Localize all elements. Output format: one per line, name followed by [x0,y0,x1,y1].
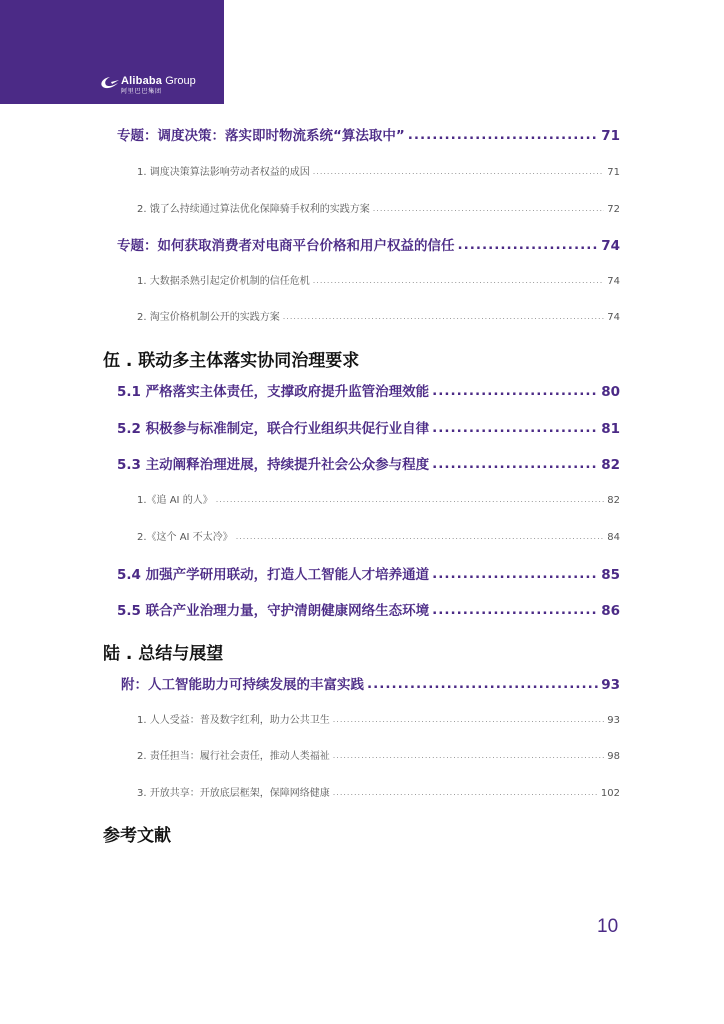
toc-entry-title: 5.1 严格落实主体责任，支撑政府提升监管治理效能 [117,384,430,400]
toc-entry-page: 93 [601,677,620,693]
toc-entry[interactable] [121,675,620,695]
leader-dots [432,454,598,474]
leader-dots [313,271,605,291]
toc-entry[interactable] [137,308,620,328]
toc-entry-page: 71 [601,128,620,144]
page-number: 10 [597,916,619,937]
toc-entry[interactable] [137,200,620,220]
brand-name: Alibaba Group [121,75,196,87]
toc-entry-page: 84 [607,532,620,543]
leader-dots [367,674,598,694]
toc-entry-title: 1. 调度决策算法影响劳动者权益的成因 [137,167,310,178]
toc-entry[interactable] [137,747,620,767]
leader-dots [408,125,598,145]
toc-entry-title: 5.2 积极参与标准制定，联合行业组织共促行业自律 [117,421,430,437]
leader-dots [432,418,598,438]
toc-entry[interactable] [117,601,620,621]
toc-entry-title: 1. 大数据杀熟引起定价机制的信任危机 [137,276,310,287]
leader-dots [216,490,605,510]
toc-entry-title: 专题：调度决策：落实即时物流系统“算法取中” [117,128,405,144]
toc-entry-page: 80 [601,384,620,400]
toc-entry-title: 专题：如何获取消费者对电商平台价格和用户权益的信任 [117,238,455,254]
toc-entry[interactable] [137,272,620,292]
leader-dots [333,783,598,803]
toc-entry[interactable] [137,784,620,804]
alibaba-logo-icon [99,75,121,91]
leader-dots [333,746,605,766]
toc-entry-page: 72 [607,204,620,215]
leader-dots [432,381,598,401]
leader-dots [283,307,605,327]
toc-entry-title: 2. 饿了么持续通过算法优化保障骑手权利的实践方案 [137,204,370,215]
brand-header [0,0,224,104]
toc-entry-title: 2. 淘宝价格机制公开的实践方案 [137,312,280,323]
brand-name-cn: 阿里巴巴集团 [121,88,162,95]
references-heading[interactable]: 参考文献 [103,826,171,846]
leader-dots [458,235,599,255]
leader-dots [432,600,598,620]
toc-entry-title: 5.5 联合产业治理力量，守护清朗健康网络生态环境 [117,603,430,619]
toc-entry-page: 98 [607,751,620,762]
toc-entry-title: 1.《追 AI 的人》 [137,495,213,506]
toc-entry[interactable] [137,163,620,183]
chapter-heading[interactable]: 伍 . 联动多主体落实协同治理要求 [103,351,360,371]
toc-entry-title: 1. 人人受益：普及数字红利，助力公共卫生 [137,715,330,726]
toc-entry-page: 82 [601,457,620,473]
leader-dots [236,527,605,547]
toc-entry[interactable] [137,491,620,511]
toc-entry[interactable] [117,126,620,146]
toc-entry[interactable] [117,419,620,439]
leader-dots [313,162,605,182]
toc-entry-page: 86 [601,603,620,619]
toc-entry-title: 5.3 主动阐释治理进展，持续提升社会公众参与程度 [117,457,430,473]
toc-entry-page: 74 [607,276,620,287]
toc-entry[interactable] [117,455,620,475]
toc-entry-title: 3. 开放共享：开放底层框架，保障网络健康 [137,788,330,799]
toc-entry-title: 附：人工智能助力可持续发展的丰富实践 [121,677,364,693]
toc-entry-page: 74 [607,312,620,323]
leader-dots [432,564,598,584]
toc-entry-page: 71 [607,167,620,178]
toc-entry-title: 2.《这个 AI 不太冷》 [137,532,233,543]
leader-dots [373,199,605,219]
toc-entry[interactable] [137,711,620,731]
toc-entry[interactable] [117,382,620,402]
toc-entry[interactable] [137,528,620,548]
toc-entry[interactable] [117,236,620,256]
chapter-heading[interactable]: 陆 . 总结与展望 [103,644,224,664]
toc-entry-title: 2. 责任担当：履行社会责任，推动人类福祉 [137,751,330,762]
toc-entry[interactable] [117,565,620,585]
toc-entry-page: 102 [600,788,620,799]
leader-dots [333,710,605,730]
toc-entry-page: 74 [601,238,620,254]
toc-entry-page: 82 [607,495,620,506]
toc-entry-page: 93 [607,715,620,726]
toc-entry-page: 81 [601,421,620,437]
toc-entry-title: 5.4 加强产学研用联动，打造人工智能人才培养通道 [117,567,430,583]
toc-entry-page: 85 [601,567,620,583]
